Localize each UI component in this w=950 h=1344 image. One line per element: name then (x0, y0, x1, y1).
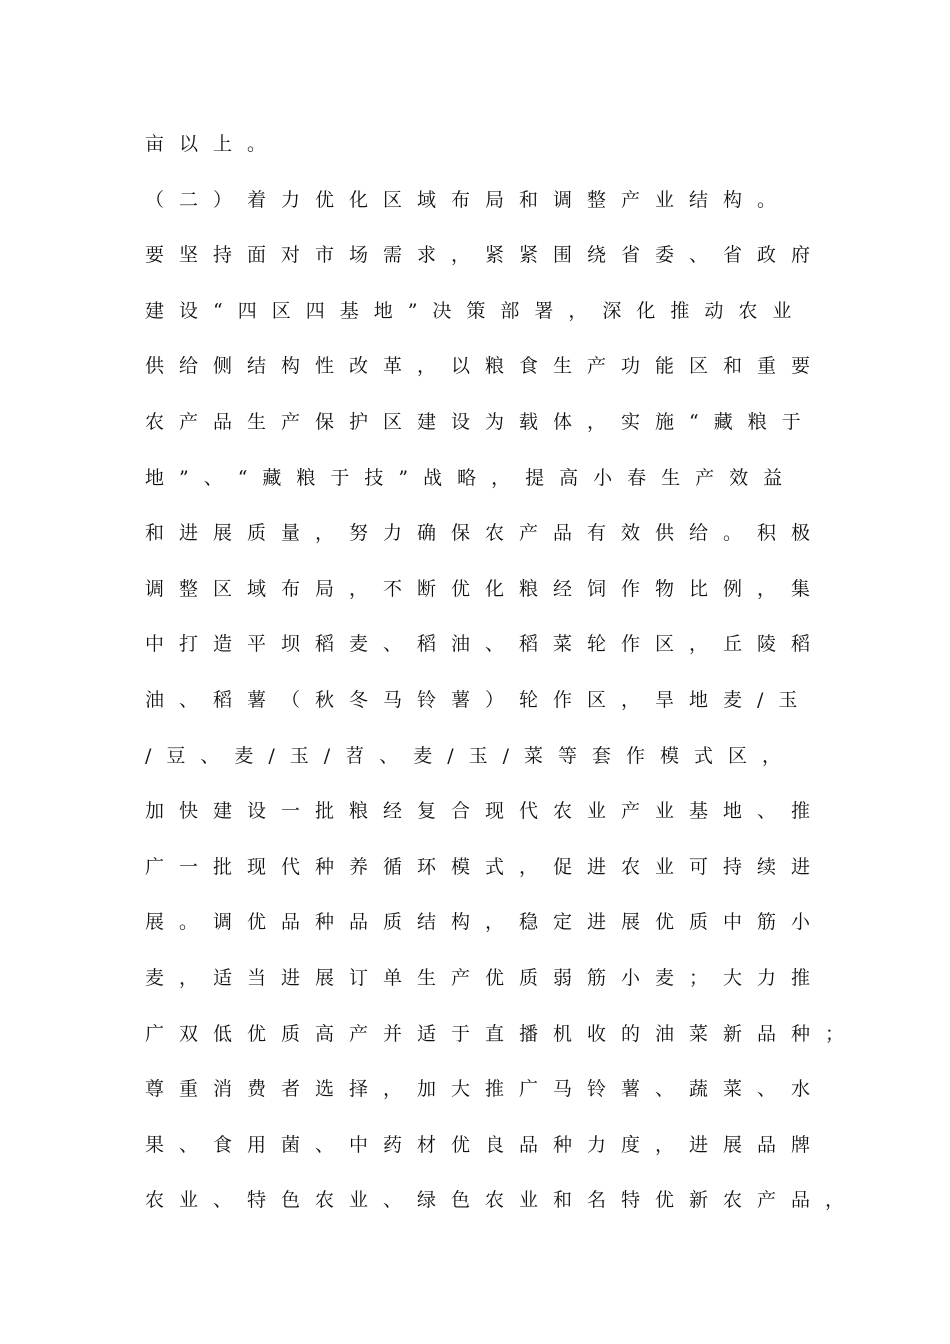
text-line-12: /豆、麦/玉/苕、麦/玉/菜等套作模式区， (145, 744, 797, 767)
text-line-6: 农产品生产保护区建设为载体，实施“藏粮于 (145, 410, 816, 433)
text-line-19: 果、食用菌、中药材优良品种力度，进展品牌 (145, 1133, 826, 1156)
text-line-8: 和进展质量，努力确保农产品有效供给。积极 (145, 522, 826, 545)
text-line-16: 麦，适当进展订单生产优质弱筋小麦；大力推 (145, 966, 826, 989)
text-line-14: 广一批现代种养循环模式，促进农业可持续进 (145, 855, 826, 878)
body-text (145, 128, 860, 1240)
text-line-13: 加快建设一批粮经复合现代农业产业基地、推 (145, 800, 826, 823)
text-line-7: 地”、“藏粮于技”战略，提高小春生产效益 (145, 466, 798, 489)
text-line-17: 广双低优质高产并适于直播机收的油菜新品种； (145, 1022, 860, 1045)
text-line-1: 亩以上。 (145, 133, 282, 155)
text-line-5: 供给侧结构性改革，以粮食生产功能区和重要 (145, 355, 826, 378)
text-line-18: 尊重消费者选择，加大推广马铃薯、蔬菜、水 (145, 1078, 826, 1101)
text-line-15: 展。调优品种品质结构，稳定进展优质中筋小 (145, 911, 826, 934)
text-line-11: 油、稻薯（秋冬马铃薯）轮作区，旱地麦/玉 (145, 688, 813, 711)
text-line-20: 农业、特色农业、绿色农业和名特优新农产品， (145, 1189, 860, 1212)
text-line-3: 要坚持面对市场需求，紧紧围绕省委、省政府 (145, 244, 826, 267)
text-line-2: （二）着力优化区域布局和调整产业结构。 (145, 188, 792, 211)
text-line-10: 中打造平坝稻麦、稻油、稻菜轮作区，丘陵稻 (145, 633, 826, 656)
text-line-4: 建设“四区四基地”决策部署，深化推动农业 (145, 299, 807, 322)
text-line-9: 调整区域布局，不断优化粮经饲作物比例，集 (145, 577, 826, 600)
